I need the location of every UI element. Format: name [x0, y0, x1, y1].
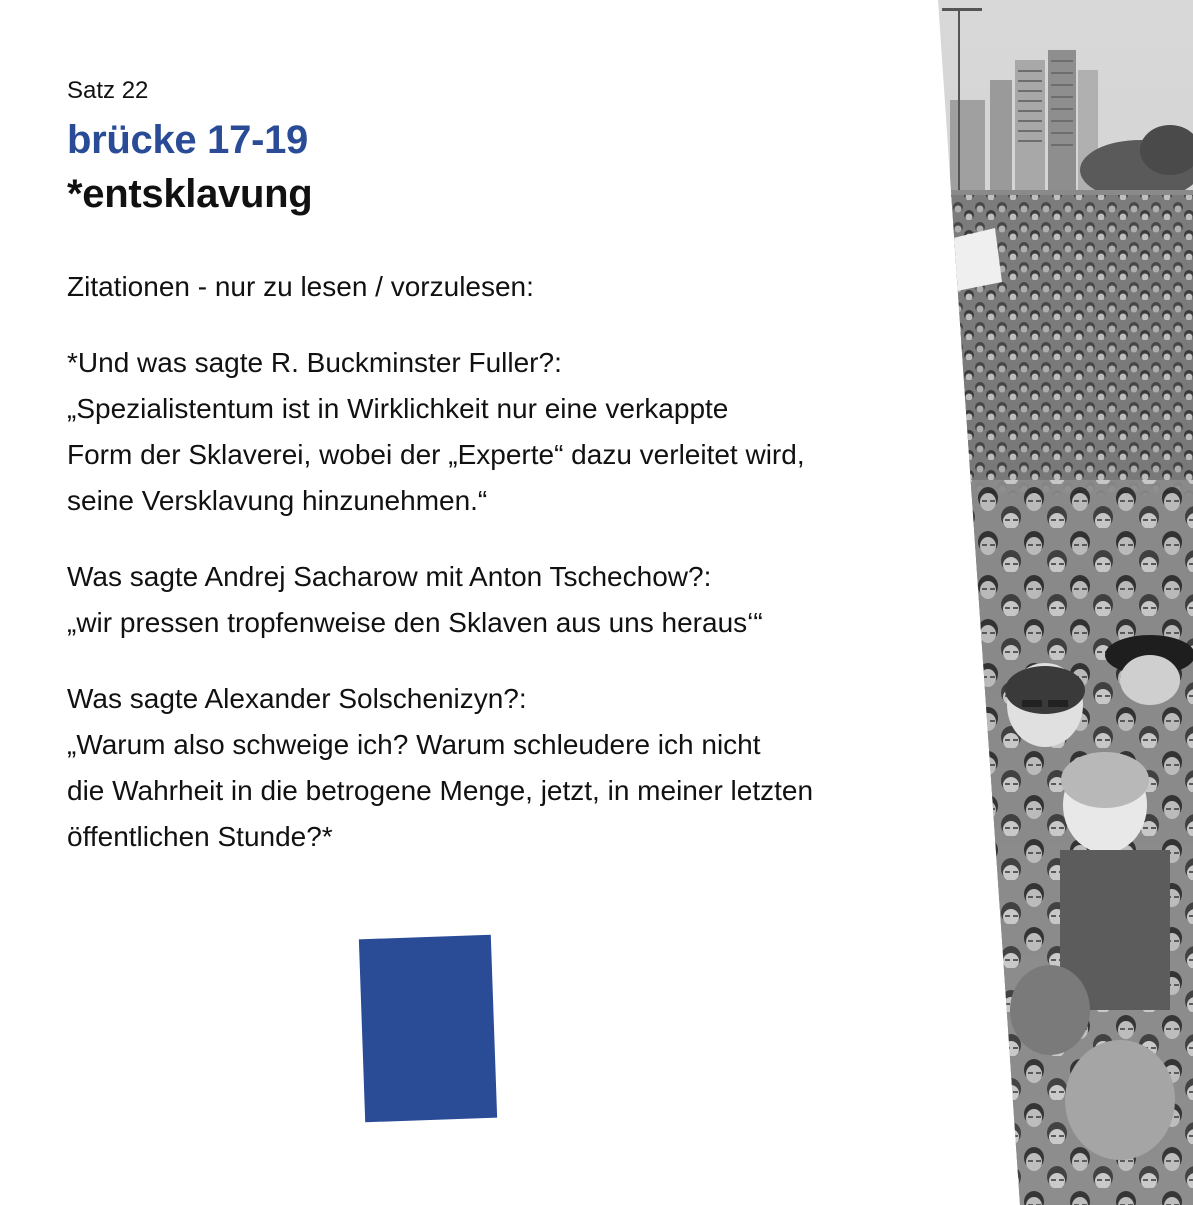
text-column — [67, 74, 947, 860]
section-label: Satz 22 — [67, 77, 149, 104]
quote-line: *Und was sagte R. Buckminster Fuller?: — [67, 347, 562, 378]
blue-card-decoration — [359, 935, 497, 1122]
quote-block-sacharow — [67, 554, 947, 646]
intro-text: Zitationen - nur zu lesen / vorzulesen: — [67, 271, 534, 302]
quote-line: seine Versklavung hinzunehmen.“ — [67, 485, 488, 516]
quote-line: „wir pressen tropfenweise den Sklaven aus uns heraus‘“ — [67, 607, 763, 638]
page-title: brücke 17-19 — [67, 118, 308, 162]
quote-line: „Spezialistentum ist in Wirklichkeit nur eine verkappte — [67, 393, 729, 424]
page-subtitle: *entsklavung — [67, 172, 313, 216]
crowd-photo — [930, 0, 1193, 1205]
quote-block-solschenizyn — [67, 676, 947, 860]
quote-line: die Wahrheit in die betrogene Menge, jetzt, in meiner letzten — [67, 775, 814, 806]
quote-line: Was sagte Alexander Solschenizyn?: — [67, 683, 527, 714]
quote-line: Form der Sklaverei, wobei der „Experte“ dazu verleitet wird, — [67, 439, 805, 470]
crowd-photo-image — [930, 0, 1193, 1205]
quote-line: öffentlichen Stunde?* — [67, 821, 333, 852]
quote-block-fuller — [67, 340, 947, 524]
quote-line: „Warum also schweige ich? Warum schleudere ich nicht — [67, 729, 761, 760]
quote-line: Was sagte Andrej Sacharow mit Anton Tschechow?: — [67, 561, 712, 592]
